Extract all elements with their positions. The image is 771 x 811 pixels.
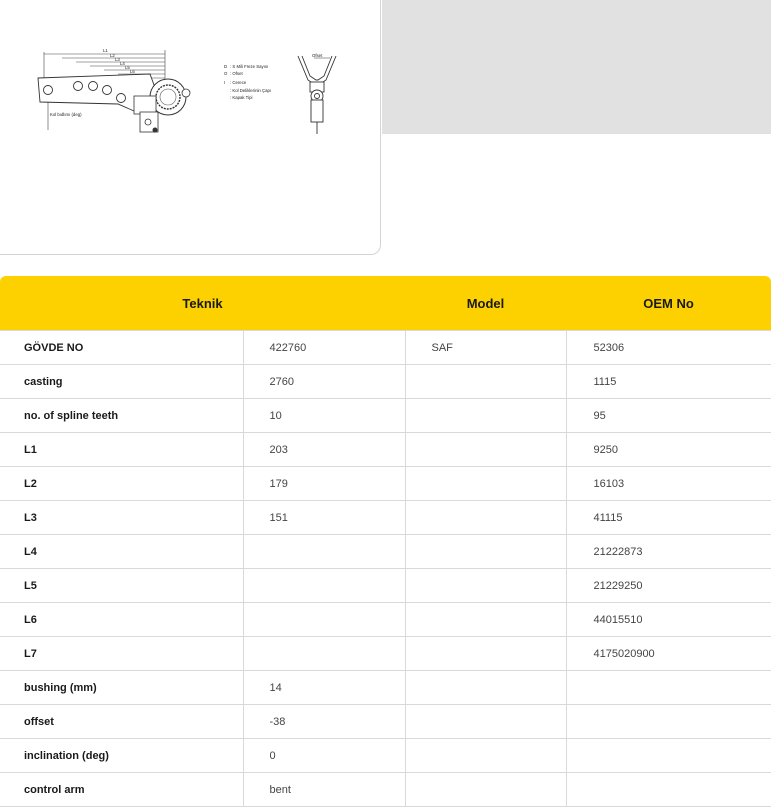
row-model [405,365,566,399]
row-label: bushing (mm) [0,671,243,705]
row-value: 422760 [243,331,405,365]
row-model [405,603,566,637]
row-oem: 1115 [566,365,771,399]
row-label: L3 [0,501,243,535]
row-model [405,705,566,739]
row-oem: 44015510 [566,603,771,637]
row-oem [566,671,771,705]
row-label: control arm [0,773,243,807]
table-row [0,739,771,773]
row-value: 0 [243,739,405,773]
row-oem [566,739,771,773]
row-value: 151 [243,501,405,535]
table-header-row [0,276,771,331]
row-label: L1 [0,433,243,467]
row-model: SAF [405,331,566,365]
dim-label-l5: L5 [125,65,130,70]
table-row [0,773,771,807]
row-value: 10 [243,399,405,433]
legend-key-d: D [224,64,228,69]
row-value [243,603,405,637]
header-model: Model [466,295,505,311]
row-model [405,535,566,569]
table-row [0,637,771,671]
table-row [0,603,771,637]
row-model [405,501,566,535]
legend-key-o: O [224,71,228,76]
dim-label-l6: L6 [130,69,135,74]
row-label: L2 [0,467,243,501]
table-row [0,399,771,433]
table-row [0,705,771,739]
row-value [243,637,405,671]
row-model [405,773,566,807]
table-row [0,569,771,603]
row-oem: 52306 [566,331,771,365]
table-row [0,535,771,569]
row-value: 14 [243,671,405,705]
row-label: casting [0,365,243,399]
offset-label: Ofset [312,53,323,58]
legend-text-bore: : Kol Deliklerinin Çapı [230,88,272,93]
dim-label-l2: L2 [110,53,115,58]
row-model [405,637,566,671]
row-label: no. of spline teeth [0,399,243,433]
row-model [405,671,566,705]
row-label: L4 [0,535,243,569]
row-model [405,569,566,603]
slack-adjuster-diagram [0,0,381,250]
spec-table [0,276,771,807]
table-row [0,467,771,501]
row-value: -38 [243,705,405,739]
table-row [0,365,771,399]
table-row [0,433,771,467]
row-label: inclination (deg) [0,739,243,773]
row-label: GÖVDE NO [0,331,243,365]
legend-key-i: I [224,80,226,85]
row-oem: 4175020900 [566,637,771,671]
row-label: L5 [0,569,243,603]
row-oem [566,773,771,807]
row-value [243,569,405,603]
row-oem [566,705,771,739]
legend-text-cover: : Kapak Tipi [230,95,253,100]
row-value [243,535,405,569]
dimension-labels [103,48,140,78]
header-oem: OEM No [643,295,694,311]
header-teknik: Teknik [182,295,223,311]
row-oem: 21222873 [566,535,771,569]
row-oem: 21229250 [566,569,771,603]
row-label: L6 [0,603,243,637]
legend [224,64,271,100]
row-oem: 95 [566,399,771,433]
row-value: 203 [243,433,405,467]
row-model [405,467,566,501]
gray-panel [382,0,771,134]
dim-label-l4: L4 [120,61,125,66]
legend-text-o: : Ofset [230,71,243,76]
table-row [0,331,771,365]
legend-text-d: : S Mili Freze Sayısı [230,64,269,69]
row-value: 179 [243,467,405,501]
row-model [405,739,566,773]
dim-label-l1: L1 [103,48,108,53]
row-value: 2760 [243,365,405,399]
row-label: L7 [0,637,243,671]
row-value: bent [243,773,405,807]
row-oem: 16103 [566,467,771,501]
row-model [405,433,566,467]
dim-label-l3: L3 [115,57,120,62]
legend-text-i: : Cerece [230,80,247,85]
table-row [0,501,771,535]
table-row [0,671,771,705]
row-oem: 9250 [566,433,771,467]
row-label: offset [0,705,243,739]
row-oem: 41115 [566,501,771,535]
row-model [405,399,566,433]
side-label: Kol bıdlımı (deg) [50,112,82,117]
